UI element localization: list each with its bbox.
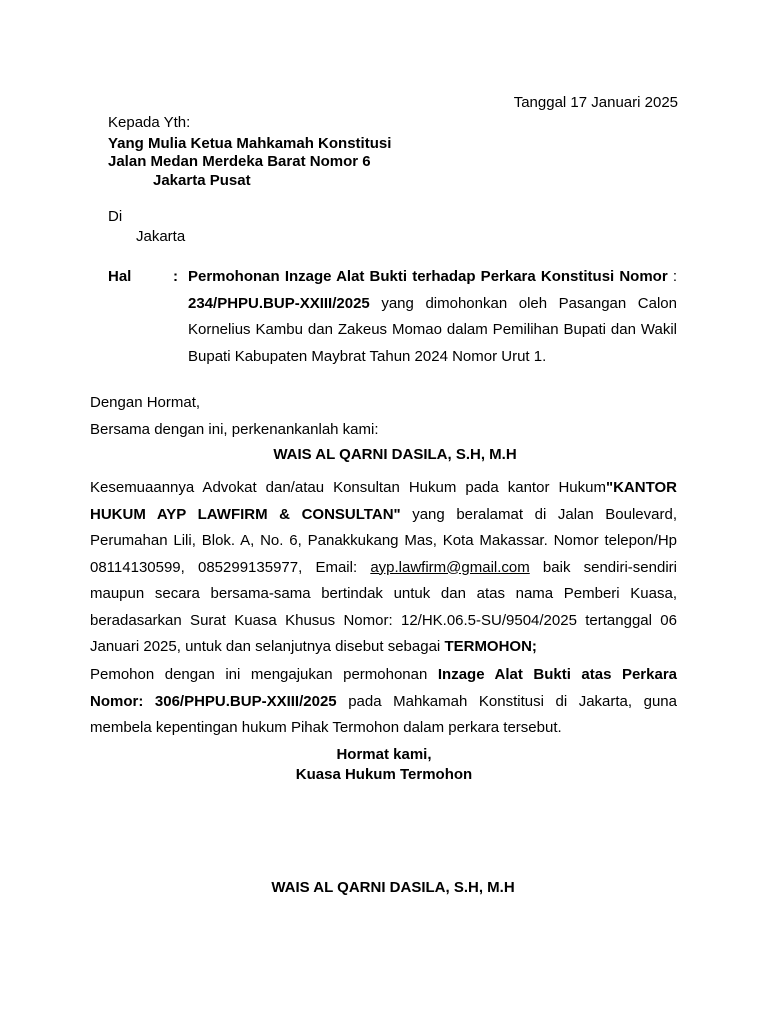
recipient-label: Kepada Yth: <box>108 114 191 131</box>
paragraph-representation <box>90 475 677 661</box>
recipient-line-2: Jalan Medan Merdeka Barat Nomor 6 <box>108 153 371 170</box>
para2-text-2: pada Mahkamah Konstitusi di Jakarta, guna membela kepentingan hukum Pihak Termohon dalam perkara tersebut. <box>90 692 677 736</box>
letter-date: Tanggal 17 Januari 2025 <box>513 94 678 111</box>
advocate-name: WAIS AL QARNI DASILA, S.H, M.H <box>273 446 517 463</box>
para1-text-2: yang beralamat di Jalan Boulevard, Perumahan Lili, Blok. A, No. 6, Panakkukang Mas, Kota Makassar. Nomor telepon/Hp 08114130599, 085299135977, Email: <box>90 505 678 576</box>
greeting: Dengan Hormat, <box>90 394 201 411</box>
hal-label: Hal <box>108 268 132 285</box>
para2-text-1: Pemohon dengan ini mengajukan permohonan <box>90 666 438 683</box>
hal-subject-title: Permohonan Inzage Alat Bukti terhadap Perkara Konstitusi Nomor <box>188 268 668 285</box>
hal-case-number: 234/PHPU.BUP-XXIII/2025 <box>188 294 370 312</box>
para2-case-bold: Inzage Alat Bukti atas Perkara Nomor: 306/PHPU.BUP-XXIII/2025 <box>90 666 677 710</box>
email-link[interactable]: ayp.lawfirm@gmail.com <box>370 558 530 576</box>
closing-line-1: Hormat kami, <box>336 746 432 763</box>
recipient-line-3: Jakarta Pusat <box>153 172 251 189</box>
para1-text-3: baik sendiri-sendiri maupun secara bersama-sama bertindak untuk dan atas nama Pemberi Kuasa, beradasarkan Surat Kuasa Khusus Nomor: 12/HK.06.5-SU/9504/2025 tertanggal 06 Januari 2025, untuk dan selanjutnya disebut sebagai <box>90 558 677 655</box>
hal-colon: : <box>173 268 178 285</box>
closing-line-2: Kuasa Hukum Termohon <box>295 766 473 783</box>
recipient-city: Jakarta <box>136 228 186 245</box>
role-termohon: TERMOHON; <box>444 638 537 655</box>
hal-subject-rest: yang dimohonkan oleh Pasangan Calon Kornelius Kambu dan Zakeus Momao dalam Pemilihan Bupati dan Wakil Bupati Kabupaten Maybrat Tahun 2024 Nomor Urut 1. <box>188 294 677 365</box>
intro-line: Bersama dengan ini, perkenankanlah kami: <box>90 421 379 438</box>
paragraph-request <box>90 662 677 742</box>
recipient-di: Di <box>108 208 123 225</box>
hal-subject <box>188 264 677 370</box>
hal-subject-sep: : <box>667 268 677 285</box>
law-firm-name: "KANTOR HUKUM AYP LAWFIRM & CONSULTAN" <box>90 479 677 523</box>
para1-text-1: Kesemuaannya Advokat dan/atau Konsultan Hukum pada kantor Hukum <box>90 479 606 496</box>
recipient-line-1: Yang Mulia Ketua Mahkamah Konstitusi <box>108 135 392 152</box>
signer-name: WAIS AL QARNI DASILA, S.H, M.H <box>271 879 515 896</box>
